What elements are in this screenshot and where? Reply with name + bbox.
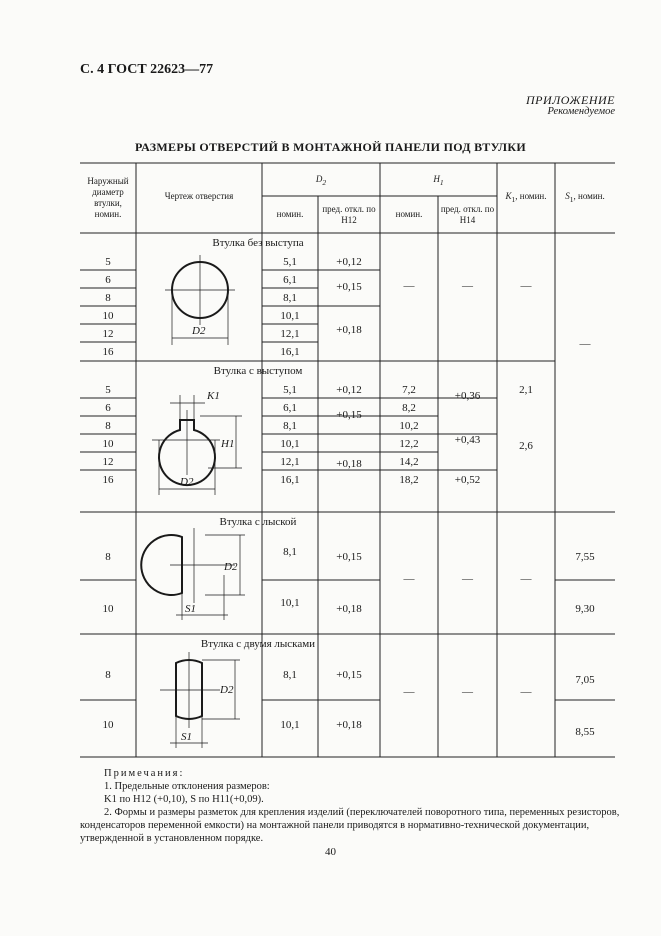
dim-label-h1: H1	[221, 438, 235, 450]
table-cell: +0,12	[336, 384, 362, 396]
table-cell: 10	[102, 603, 114, 615]
col-header-outer-diameter: Наружный диаметр втулки, номин.	[87, 176, 129, 219]
table-cell: 10	[102, 438, 114, 450]
col-header-s1: $S_1$, номин.	[565, 191, 605, 204]
section-caption-single-flat: Втулка с лыской	[219, 516, 297, 528]
col-header-d2-dev: пред. откл. по Н12	[322, 204, 376, 225]
table-cell: 5	[105, 256, 111, 268]
table-cell: +0,36	[454, 390, 481, 402]
table-cell: 6,1	[283, 402, 297, 414]
table-cell: 10,1	[280, 310, 300, 322]
table-cell: 5,1	[283, 256, 297, 268]
table-cell: 5,1	[283, 384, 297, 396]
col-header-drawing: Чертеж отверстия	[164, 191, 234, 201]
table-cell: 16,1	[280, 346, 300, 358]
col-header-k1: $K_1$, номин.	[505, 191, 547, 204]
col-header-h1: $H_1$	[433, 174, 444, 187]
table-cell: +0,18	[336, 719, 362, 731]
table-cell: 16	[102, 474, 114, 486]
table-cell: 8,1	[283, 669, 297, 681]
table-cell: +0,15	[336, 281, 362, 293]
note-2: 2. Формы и размеры разметок для крепления изделий (переключателей поворотного типа, переменных резисторов, конденсаторов переменной емкости) на монтажной панели приводятся в нормативно-технической документации, утвержденной в установленном порядке.	[80, 807, 620, 844]
table-cell: 12,1	[280, 456, 300, 468]
table-cell: 8	[105, 420, 111, 432]
table-cell: 18,2	[399, 474, 419, 486]
table-cell: —	[579, 338, 591, 350]
dim-label-s1-d: S1	[181, 731, 192, 743]
section-caption-keyed: Втулка с выступом	[213, 365, 303, 377]
table-cell: —	[403, 280, 415, 292]
table-cell: —	[462, 280, 473, 292]
col-header-h1-dev: пред. откл. по Н14	[440, 204, 495, 225]
table-cell: 8,1	[283, 292, 297, 304]
table-cell: +0,15	[336, 409, 362, 421]
table-cell: 2,1	[519, 384, 533, 396]
table-title: РАЗМЕРЫ ОТВЕРСТИЙ В МОНТАЖНОЙ ПАНЕЛИ ПОД ВТУЛКИ	[135, 140, 526, 154]
table-cell: 8,55	[575, 726, 595, 738]
table-cell: 10,1	[280, 719, 300, 731]
table-cell: +0,18	[336, 603, 362, 615]
table-cell: 7,55	[575, 551, 595, 563]
section-caption-double-flat: Втулка с двумя лысками	[200, 638, 316, 650]
col-header-h1-nom: номин.	[395, 209, 423, 219]
table-cell: 2,6	[519, 440, 533, 452]
col-header-d2: $D_2$	[315, 174, 327, 187]
table-cell: 8,1	[283, 420, 297, 432]
table-cell: 7,05	[575, 674, 595, 686]
table-cell: 12,2	[399, 438, 419, 450]
appendix-title: ПРИЛОЖЕНИЕ	[526, 93, 615, 107]
dim-label-k1: K1	[207, 390, 220, 402]
table-cell: 9,30	[575, 603, 595, 615]
table-cell: 10	[102, 719, 114, 731]
table-cell: 10	[102, 310, 114, 322]
table-cell: —	[520, 573, 532, 585]
table-cell: 10,1	[280, 438, 300, 450]
page-number: 40	[325, 846, 336, 858]
table-cell: 8,1	[283, 546, 297, 558]
table-cell: +0,18	[336, 458, 362, 470]
table-cell: 6	[105, 274, 111, 286]
table-cell: 8	[105, 292, 111, 304]
table-cell: 12	[102, 328, 114, 340]
table-cell: —	[520, 280, 532, 292]
table-cell: +0,52	[454, 474, 481, 486]
table-cell: 6	[105, 402, 111, 414]
table-cell: +0,18	[336, 324, 362, 336]
hole-drawing-double-flat	[160, 652, 240, 748]
appendix-subtitle: Рекомендуемое	[547, 106, 615, 117]
table-cell: +0,15	[336, 669, 362, 681]
table-cell: 16,1	[280, 474, 300, 486]
table-cell: 8	[105, 669, 111, 681]
table-cell: —	[462, 686, 473, 698]
table-cell: +0,43	[454, 434, 481, 446]
table-cell: 8,2	[402, 402, 416, 414]
table-cell: 8	[105, 551, 111, 563]
table-cell: —	[403, 686, 415, 698]
table-cell: 10,1	[280, 597, 300, 609]
dim-label-d2-b: D2	[180, 476, 194, 488]
table-cell: —	[403, 573, 415, 585]
table-cell: +0,15	[336, 551, 362, 563]
note-1b: K1 по Н12 (+0,10), S по Н11(+0,09).	[104, 794, 264, 805]
table-cell: —	[520, 686, 532, 698]
table-cell: 10,2	[399, 420, 419, 432]
dim-label-d2-a: D2	[192, 325, 206, 337]
table-cell: 7,2	[402, 384, 416, 396]
table-cell: —	[462, 573, 473, 585]
table-cell: 12	[102, 456, 114, 468]
table-cell: 6,1	[283, 274, 297, 286]
dim-label-d2-d: D2	[220, 684, 234, 696]
table-cell: 14,2	[399, 456, 419, 468]
dim-label-d2-c: D2	[224, 561, 238, 573]
table-cell: 12,1	[280, 328, 300, 340]
document-header: С. 4 ГОСТ 22623—77	[80, 62, 214, 77]
note-1a: 1. Предельные отклонения размеров:	[104, 781, 270, 792]
notes-heading: Примечания:	[104, 768, 185, 779]
dim-label-s1-c: S1	[185, 603, 196, 615]
table-cell: 16	[102, 346, 114, 358]
section-caption-plain: Втулка без выступа	[212, 237, 304, 249]
table-cell: 5	[105, 384, 111, 396]
col-header-d2-nom: номин.	[276, 209, 304, 219]
table-cell: +0,12	[336, 256, 362, 268]
